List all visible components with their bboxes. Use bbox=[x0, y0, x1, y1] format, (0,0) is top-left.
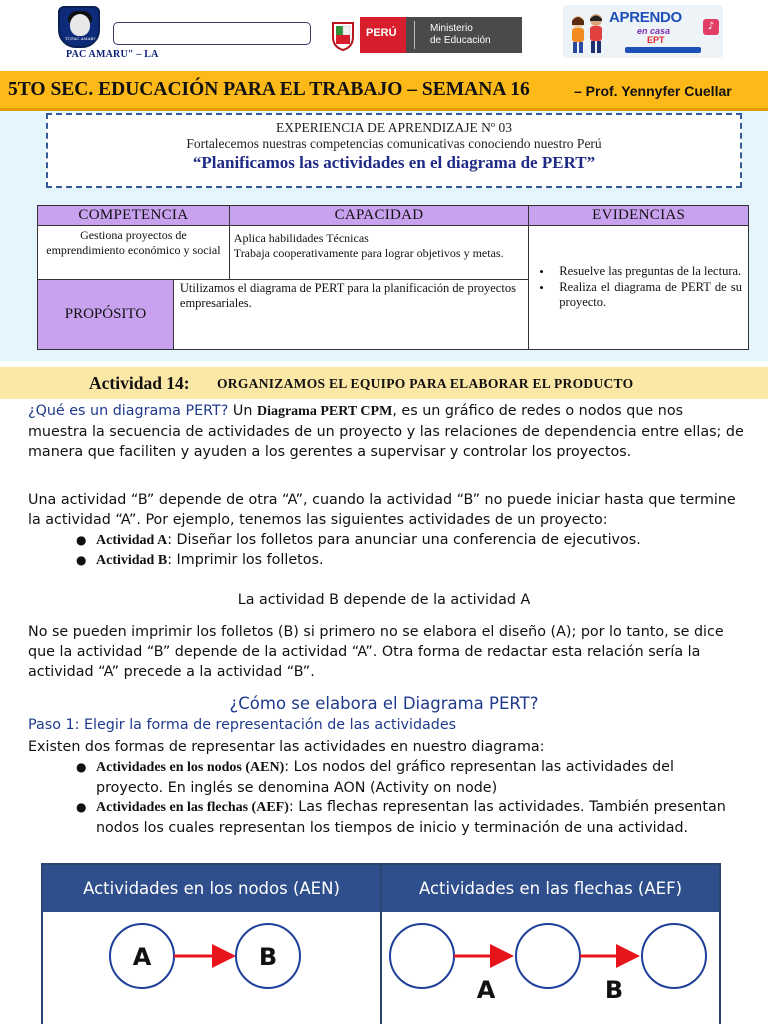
paragraph-dependencia: Una actividad “B” depende de otra “A”, cuando la actividad “B” no puede iniciar hasta que termine la actividad “A”. Por ejemplo, tenemos las siguientes actividades de un proyecto: bbox=[28, 492, 736, 528]
aef-node-1 bbox=[390, 924, 454, 988]
p1-part-c: , es un gráfico de redes o nodos que nos muestra la secuencia de actividades de un proyecto y las relaciones de dependencia entre ellas; de manera que faciliten y ayuden a los gerentes a supervisar y controlar los proyectos. bbox=[28, 403, 744, 460]
actividad-band bbox=[0, 367, 768, 399]
experiencia-title: “Planificamos las actividades en el diagrama de PERT” bbox=[192, 153, 596, 172]
competencia-cell: Gestiona proyectos de emprendimiento económico y social bbox=[38, 226, 230, 280]
student-name-box[interactable] bbox=[113, 22, 311, 45]
aef-text: : Las flechas representan las actividades. También presentan nodos los cuales representan los tiempos de inicio y terminación de una actividad. bbox=[96, 799, 726, 836]
bullet-a-text: : Diseñar los folletos para anunciar una conferencia de ejecutivos. bbox=[167, 532, 641, 548]
bullet-b-text: : Imprimir los folletos. bbox=[167, 552, 324, 568]
capacidad-line1: Aplica habilidades Técnicas bbox=[233, 231, 369, 245]
ministerio-line1: Ministerio bbox=[430, 23, 473, 34]
paragraph-folletos: No se pueden imprimir los folletos (B) si primero no se elabora el diseño (A); por lo tanto, se dice que la actividad “B” depende de la actividad “A”. Otra forma de redactar esta relación sería la actividad “A” precede a la actividad “B”. bbox=[28, 624, 724, 680]
header-competencia: COMPETENCIA bbox=[38, 206, 230, 226]
aprendo-bar bbox=[625, 47, 701, 53]
kid-girl-icon bbox=[569, 15, 587, 55]
paragraph-dos-formas: Existen dos formas de representar las actividades en nuestro diagrama: bbox=[28, 739, 545, 755]
experiencia-theme: Fortalecemos nuestras competencias comunicativas conociendo nuestro Perú bbox=[186, 136, 602, 151]
bullet-aef bbox=[76, 797, 736, 838]
p1-pert-cpm: Diagrama PERT CPM bbox=[256, 404, 393, 419]
aen-node-a-label: A bbox=[132, 943, 152, 971]
experiencia-number: EXPERIENCIA DE APRENDIZAJE Nº 03 bbox=[276, 120, 512, 135]
capacidad-cell bbox=[229, 226, 529, 280]
title-band bbox=[0, 71, 768, 111]
bullet-b-label: Actividad B bbox=[96, 553, 168, 568]
teacher-name: – Prof. Yennyfer Cuellar bbox=[574, 83, 732, 99]
bullet-dot: ● bbox=[76, 553, 87, 567]
bullet-actividad-b bbox=[76, 550, 736, 571]
aprendo-ept: EPT bbox=[647, 35, 665, 45]
evidencias-list bbox=[537, 264, 742, 310]
school-logo-text: TUPAC AMARU bbox=[65, 36, 97, 41]
aprendo-en-casa-logo bbox=[563, 5, 723, 58]
competencias-table bbox=[37, 205, 749, 350]
heading-como-se-elabora: ¿Cómo se elabora el Diagrama PERT? bbox=[229, 694, 539, 713]
paragraph-que-es-pert bbox=[28, 401, 746, 462]
aprendo-subtitle: en casa bbox=[637, 26, 671, 36]
proposito-text: Utilizamos el diagrama de PERT para la planificación de proyectos empresariales. bbox=[173, 280, 528, 350]
aef-node-3 bbox=[642, 924, 706, 988]
aef-node-2 bbox=[516, 924, 580, 988]
ministerio-line2: de Educación bbox=[430, 35, 491, 46]
capacidad-line2: Trabaja cooperativamente para lograr objetivos y metas. bbox=[233, 246, 504, 260]
aen-header: Actividades en los nodos (AEN) bbox=[43, 865, 380, 912]
bullet-aen bbox=[76, 757, 736, 798]
actividad-title: ORGANIZAMOS EL EQUIPO PARA ELABORAR EL PRODUCTO bbox=[217, 376, 634, 391]
paso-1: Paso 1: Elegir la forma de representación de las actividades bbox=[28, 717, 457, 733]
evidencia-item: • Resuelve las preguntas de la lectura. bbox=[559, 264, 742, 279]
bullet-actividad-a bbox=[76, 530, 736, 551]
header-capacidad: CAPACIDAD bbox=[229, 206, 529, 226]
music-note-icon: ♪ bbox=[703, 19, 719, 35]
aen-label: Actividades en los nodos (AEN) bbox=[96, 760, 285, 775]
aef-label: Actividades en las flechas (AEF) bbox=[96, 800, 289, 815]
aef-arrow-a-label: A bbox=[476, 976, 496, 1004]
p1-part-a: Un bbox=[228, 403, 257, 419]
pert-diagram bbox=[41, 863, 721, 1024]
actividad-label: Actividad 14: bbox=[89, 373, 190, 393]
kid-boy-icon bbox=[587, 13, 605, 55]
bullet-a-label: Actividad A bbox=[96, 533, 168, 548]
ministerio-label bbox=[406, 17, 522, 53]
logo-face bbox=[70, 14, 90, 36]
peru-label: PERÚ bbox=[360, 17, 406, 53]
aen-node-b-label: B bbox=[258, 943, 278, 971]
page-header bbox=[0, 0, 768, 70]
center-line-dependencia: La actividad B depende de la actividad A bbox=[237, 592, 531, 608]
experiencia-box bbox=[46, 113, 742, 188]
school-logo bbox=[58, 6, 100, 48]
peru-shield-icon bbox=[330, 19, 356, 51]
aen-text: : Los nodos del gráfico representan las actividades del proyecto. En inglés se denomina AON (Activity on node) bbox=[96, 759, 674, 796]
aef-arrow-b-label: B bbox=[604, 976, 624, 1004]
evidencia-item: • Realiza el diagrama de PERT de su proyecto. bbox=[559, 280, 742, 310]
pert-diagram-graphics bbox=[43, 912, 719, 1024]
bullet-dot: ● bbox=[76, 800, 87, 814]
question-que-es-pert: ¿Qué es un diagrama PERT? bbox=[28, 403, 229, 419]
school-name: PAC AMARU" – LA bbox=[66, 49, 159, 60]
bullet-dot: ● bbox=[76, 760, 87, 774]
aprendo-title: APRENDO bbox=[609, 9, 682, 26]
course-title: 5TO SEC. EDUCACIÓN PARA EL TRABAJO – SEMANA 16 bbox=[8, 79, 530, 100]
proposito-label: PROPÓSITO bbox=[38, 280, 174, 350]
bullet-dot: ● bbox=[76, 533, 87, 547]
aef-header: Actividades en las flechas (AEF) bbox=[382, 865, 719, 912]
header-evidencias: EVIDENCIAS bbox=[529, 206, 749, 226]
minedu-logo bbox=[328, 17, 522, 53]
evidencias-cell bbox=[529, 226, 749, 350]
